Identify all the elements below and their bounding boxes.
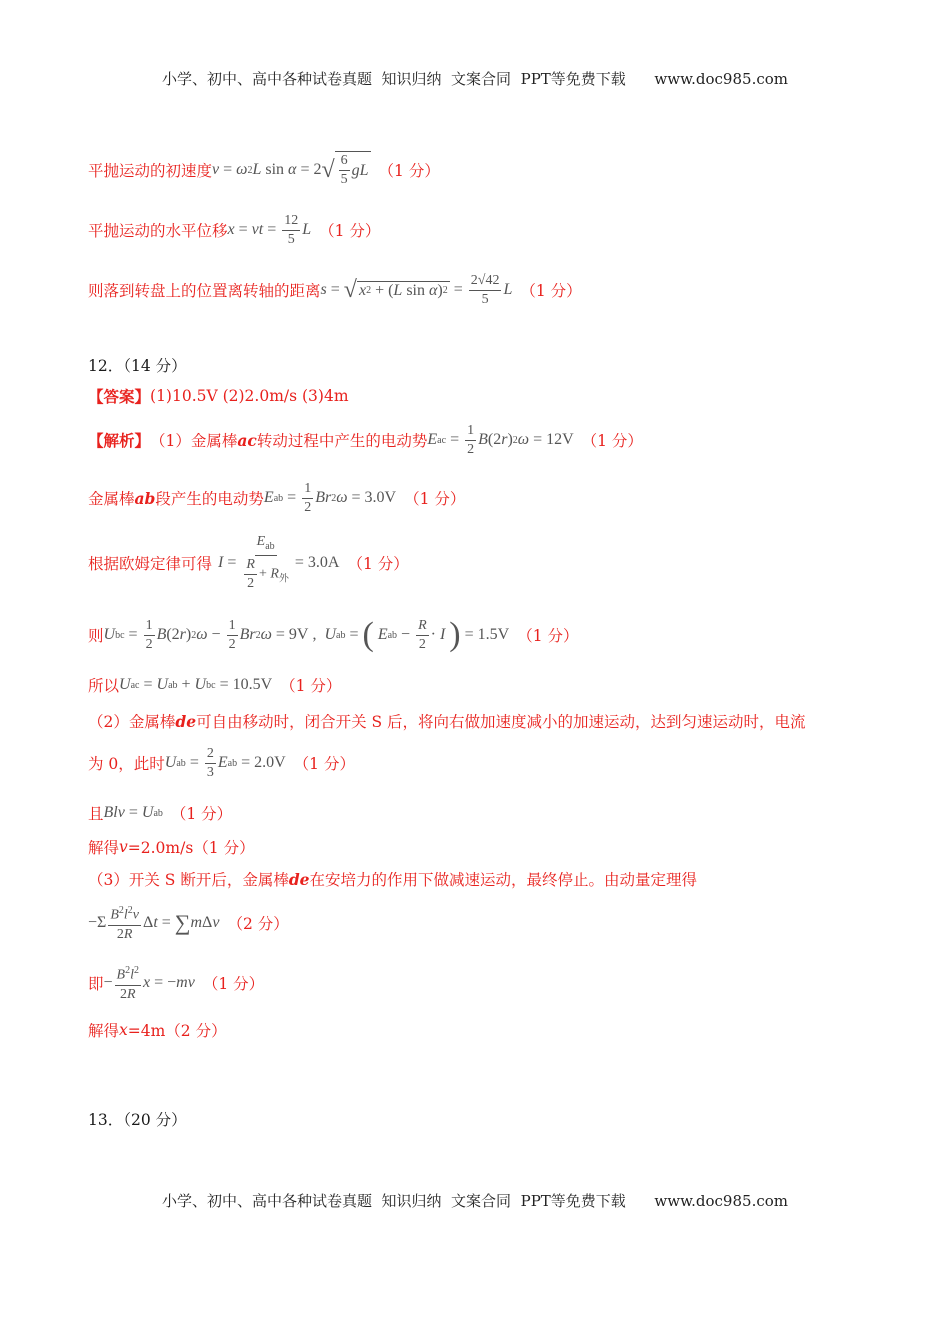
line-text: （2）金属棒: [88, 713, 176, 731]
line-text: 转动过程中产生的电动势: [256, 432, 428, 450]
formula: x = vt = $\frac{12}{5}$ L: [227, 212, 312, 247]
line-text: =4m（2 分）: [127, 1022, 227, 1040]
score: （1 分）: [280, 677, 342, 695]
answer-line: [88, 385, 349, 407]
answer-text: (1)10.5V (2)2.0m/s (3)4m: [150, 387, 349, 405]
line-text: 所以: [88, 677, 120, 695]
variable: ac: [237, 430, 257, 450]
variable: de: [288, 869, 310, 889]
variable: de: [175, 711, 197, 731]
score: （1 分）: [170, 805, 233, 823]
line-text: 为 0，此时: [88, 755, 165, 773]
line-text: 即: [88, 975, 104, 993]
line-text: 段产生的电动势: [155, 490, 264, 508]
score: （1 分）: [347, 555, 409, 573]
line-text: 解得: [88, 1022, 120, 1040]
formula: U ac = U ab + U bc = 10.5V: [119, 676, 273, 693]
page-footer: 小学、初中、高中各种试卷真题 知识归纳 文案合同 PPT等免费下载 www.doc985.com: [161, 1192, 788, 1210]
formula: U bc = $\frac{1}{2}$ B (2 r ) 2 ω − $\frac{1}{2}$ Br 2 ω = 9V , U ab = ( E ab − $\frac{R}{2}$ · I ) = 1.5V: [103, 616, 510, 653]
score: （1 分）: [520, 282, 582, 300]
ohm-law-line: [88, 530, 409, 596]
formula: v = ω 2 L sin α = 2 √ $\frac{6}{5}$ gL: [212, 153, 369, 187]
line-text: 平抛运动的水平位移: [88, 222, 228, 240]
formula: I = $E_{ab}$ $\frac{R}{2}$ + $R_外$ = 3.0A: [218, 533, 340, 592]
variable: ab: [134, 488, 156, 508]
v-result-line: [88, 836, 255, 858]
score: （1 分）: [319, 222, 381, 240]
analysis-label: 【解析】: [88, 431, 151, 450]
line-text: 可自由移动时，闭合开关 S 后，将向右做加速度减小的加速运动，达到匀速运动时，电流: [196, 713, 806, 731]
line-text: 在安培力的作用下做减速运动，最终停止。由动量定理得: [309, 871, 698, 889]
line-text: 则落到转盘上的位置离转轴的距离: [88, 282, 321, 300]
variable: x: [119, 1021, 128, 1039]
variable: v: [119, 838, 128, 856]
line-text: （3）开关 S 断开后，金属棒: [88, 871, 289, 889]
part3-line: [88, 868, 697, 890]
line-text: （1）金属棒: [150, 432, 238, 450]
formula: E ab = $\frac{1}{2}$ Br 2 ω = 3.0V: [263, 480, 397, 515]
initial-velocity-line: [88, 150, 440, 190]
formula: s = √ x 2 + ( L sin α ) 2 = $\frac{2√42}{5}$ L: [320, 272, 513, 307]
score: （1 分）: [517, 627, 579, 645]
uab-line: [88, 742, 355, 784]
page-header: 小学、初中、高中各种试卷真题 知识归纳 文案合同 PPT等免费下载 www.doc985.com: [161, 70, 788, 88]
question-12-heading: 12．（14 分）: [88, 357, 187, 375]
score: （1 分）: [404, 490, 466, 508]
question-13-heading: 13．（20 分）: [88, 1111, 187, 1129]
blv-line: [88, 800, 232, 826]
uac-line: [88, 672, 341, 698]
score: （1 分）: [293, 755, 355, 773]
line-text: 解得: [88, 839, 120, 857]
voltage-line: [88, 612, 579, 658]
analysis-line: [88, 420, 643, 460]
part2-line: [88, 710, 806, 732]
line-text: 根据欧姆定律可得: [88, 555, 213, 573]
score: （1 分）: [581, 432, 643, 450]
ab-emf-line: [88, 478, 465, 518]
x-result-line: [88, 1019, 227, 1041]
line-text: =2.0m/s（1 分）: [127, 839, 255, 857]
formula: U ab = $\frac{2}{3}$ E ab = 2.0V: [164, 745, 286, 780]
score: （1 分）: [202, 975, 265, 993]
line-text: 平抛运动的初速度: [88, 162, 213, 180]
momentum-theorem-line: [88, 900, 289, 946]
score: （1 分）: [378, 162, 440, 180]
line-text: 且: [88, 805, 104, 823]
score: （2 分）: [227, 915, 289, 933]
line-text: 则: [88, 627, 104, 645]
landing-distance-line: [88, 268, 582, 312]
formula: − $\frac{B^2l^2}{2R}$ x = − mv: [104, 962, 195, 1004]
formula: Blv = U ab: [103, 804, 163, 821]
line-text: 金属棒: [88, 490, 135, 508]
formula: E ac = $\frac{1}{2}$ B (2 r ) 2 ω = 12V: [427, 422, 574, 457]
formula: −Σ $\frac{B^2l^2v}{2R}$ Δ t = ∑ m Δ v: [88, 902, 219, 944]
horizontal-displacement-line: [88, 210, 380, 250]
momentum-result-line: [88, 960, 264, 1006]
answer-label: 【答案】: [88, 387, 151, 406]
